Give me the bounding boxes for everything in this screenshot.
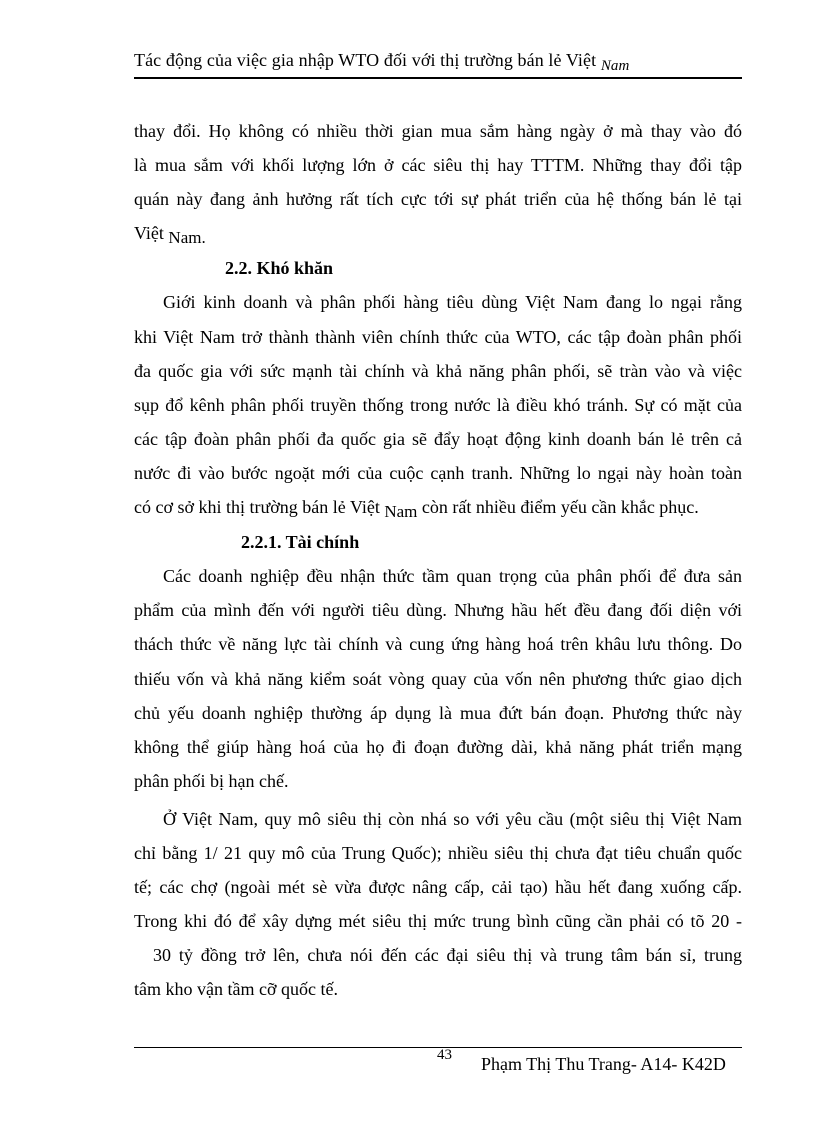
body-text	[134, 114, 742, 1006]
text-line: phân phối bị hạn chế.	[134, 770, 289, 791]
text-line: chỉ bằng 1/ 21 quy mô của Trung Quốc); nhiều siêu thị chưa đạt tiêu chuẩn quốc	[134, 842, 742, 863]
footer-author: Phạm Thị Thu Trang- A14- K42D	[481, 1054, 726, 1074]
text-line: Trong khi đó để xây dựng mét siêu thị mức trung bình cũng cần phải có tõ 20 -	[134, 911, 742, 932]
text-line: Giới kinh doanh và phân phối hàng tiêu dùng Việt Nam đang lo ngại rằng	[163, 292, 742, 313]
text-line: thách thức về năng lực tài chính và cung ứng hàng hoá trên khâu lưu thông. Do	[134, 634, 742, 655]
paragraph-2	[134, 285, 742, 525]
text-line: quán này đang ảnh hưởng rất tích cực tới sự phát triển của hệ thống bán lẻ tại	[134, 189, 742, 210]
header-title: Tác động của việc gia nhập WTO đối với thị trường bán lẻ Việt	[134, 50, 597, 70]
paragraph-3	[134, 559, 742, 798]
section-heading-2-2-1: 2.2.1. Tài chính	[241, 532, 360, 553]
text-fragment: Nam	[384, 502, 418, 522]
text-fragment: Nam.	[168, 228, 206, 248]
text-line: là mua sắm với khối lượng lớn ở các siêu thị hay TTTM. Những thay đổi tập	[134, 155, 742, 176]
running-header	[134, 50, 742, 74]
text-line: Ở Việt Nam, quy mô siêu thị còn nhá so với yêu cầu (một siêu thị Việt Nam	[163, 808, 742, 829]
text-line: tâm kho vận tầm cỡ quốc tế.	[134, 979, 338, 1000]
text-line	[134, 216, 741, 251]
paragraph-4	[134, 802, 742, 1007]
text-line: nước đi vào bước ngoặt mới của cuộc cạnh tranh. Những lo ngại này hoàn toàn	[134, 462, 742, 483]
text-line: đa quốc gia với sức mạnh tài chính và khả năng phân phối, sẽ tràn vào và việc	[134, 360, 742, 381]
text-line: Các doanh nghiệp đều nhận thức tầm quan trọng của phân phối để đưa sản	[163, 566, 742, 587]
text-line: tế; các chợ (ngoài mét sè vừa được nâng cấp, cải tạo) hầu hết đang xuống cấp.	[134, 877, 742, 898]
text-line: khi Việt Nam trở thành thành viên chính thức của WTO, các tập đoàn phân phối	[134, 326, 742, 347]
header-title-tail: Nam	[600, 58, 630, 74]
text-line: không thể giúp hàng hoá của họ đi đoạn đường dài, khả năng phát triển mạng	[134, 736, 742, 757]
text-line: các tập đoàn phân phối đa quốc gia sẽ đẩy hoạt động kinh doanh bán lẻ trên cả	[134, 428, 742, 449]
text-line: thiếu vốn và khả năng kiểm soát vòng quay của vốn nên phương thức giao dịch	[134, 668, 742, 689]
text-fragment: Việt	[134, 223, 169, 244]
text-line: phẩm của mình đến với người tiêu dùng. Nhưng hầu hết đều đang đối diện với	[134, 600, 742, 621]
header-divider	[134, 77, 742, 79]
text-line	[134, 490, 741, 525]
section-heading-2-2: 2.2. Khó khăn	[225, 258, 334, 279]
text-line: sụp đổ kênh phân phối truyền thống trong nước là điều khó tránh. Sự có mặt của	[134, 394, 742, 415]
paragraph-1	[134, 114, 741, 251]
text-line: 30 tỷ đồng trở lên, chưa nói đến các đại siêu thị và trung tâm bán sỉ, trung	[153, 945, 742, 966]
text-line: thay đổi. Họ không có nhiều thời gian mua sắm hàng ngày ở mà thay vào đó	[134, 121, 742, 141]
text-fragment: có cơ sở khi thị trường bán lẻ Việt	[134, 497, 385, 518]
text-line: chủ yếu doanh nghiệp thường áp dụng là mua đứt bán đoạn. Phương thức này	[134, 702, 742, 723]
text-fragment: còn rất nhiều điểm yếu cần khắc phục.	[417, 497, 699, 518]
page-number: 43	[437, 1047, 452, 1063]
